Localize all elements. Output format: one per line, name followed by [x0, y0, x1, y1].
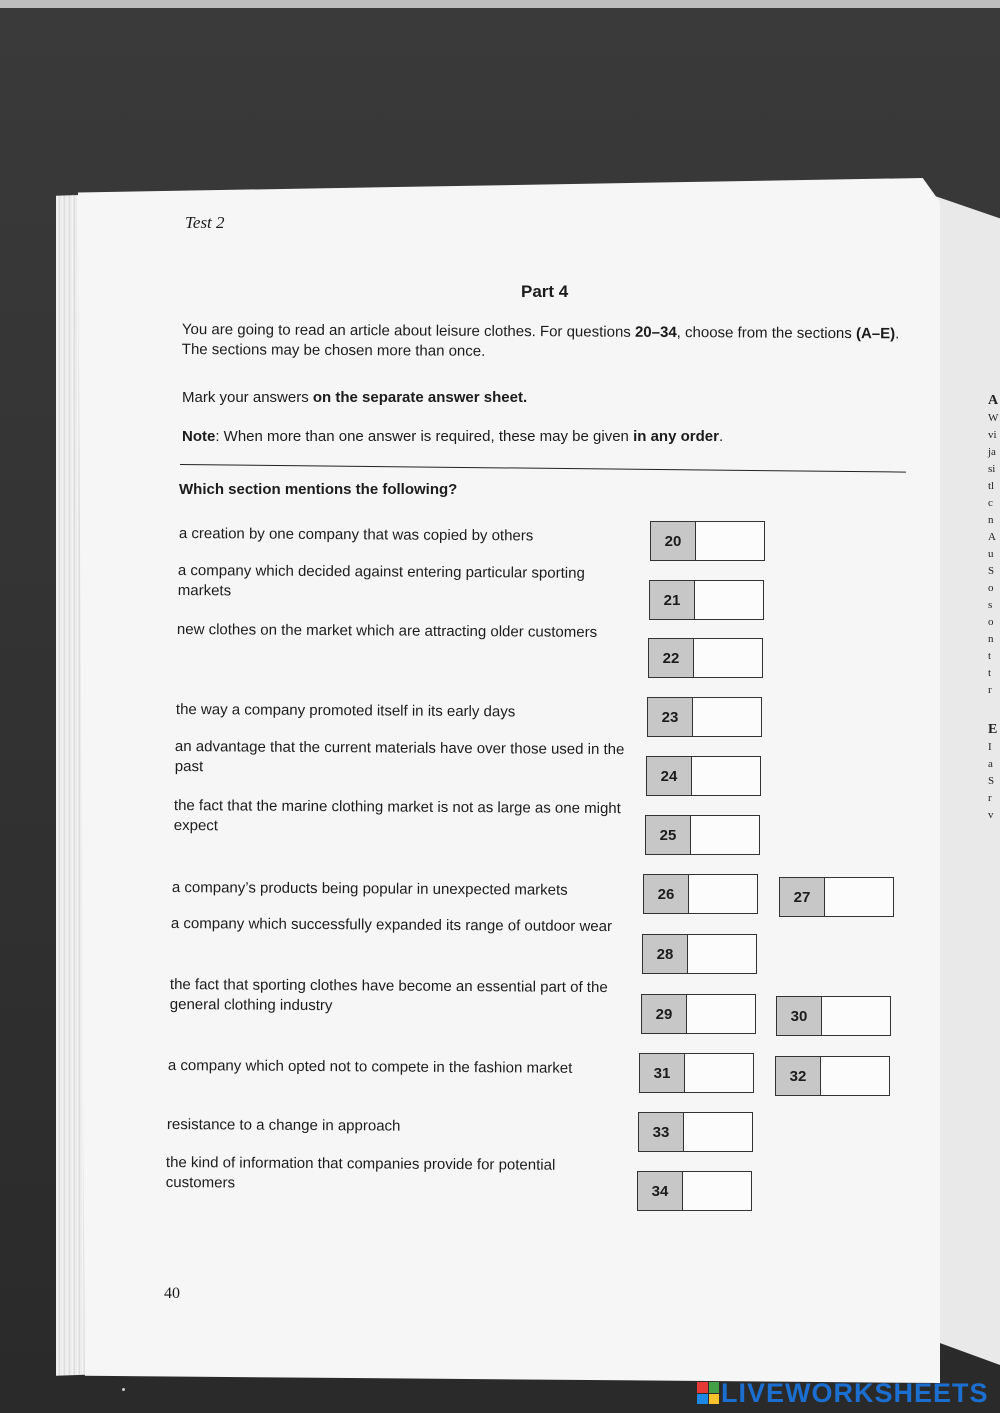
- instructions-text: You are going to read an article about leisure clothes. For questions 20–34, choose from the sections (A–E). The sections may be chosen more than once.: [181, 320, 900, 360]
- answer-box-25[interactable]: [645, 815, 760, 855]
- page-number: 40: [164, 1285, 180, 1302]
- question-item: a company’s products being popular in unexpected markets: [171, 879, 568, 899]
- facing-page-letter: I: [988, 741, 992, 753]
- facing-page-letter: t: [988, 650, 992, 662]
- answer-box-31[interactable]: [639, 1053, 754, 1093]
- facing-page-letter: r: [988, 792, 992, 804]
- answer-box-28[interactable]: [642, 934, 757, 974]
- facing-page-letter: u: [988, 548, 994, 560]
- question-number: 29: [642, 995, 687, 1033]
- answer-input[interactable]: [693, 698, 761, 736]
- answer-box-22[interactable]: [648, 638, 763, 678]
- facing-page-letter: s: [988, 599, 993, 611]
- liveworksheets-watermark: [697, 1376, 989, 1410]
- answer-input[interactable]: [683, 1172, 751, 1210]
- answer-input[interactable]: [692, 757, 760, 795]
- answer-input[interactable]: [687, 995, 755, 1033]
- question-number: 31: [640, 1054, 685, 1092]
- facing-page-letter: E: [988, 722, 998, 737]
- scan-top-strip: [0, 0, 1000, 8]
- question-number: 20: [651, 522, 696, 560]
- question-heading: Which section mentions the following?: [179, 481, 458, 498]
- question-number: 34: [638, 1172, 683, 1210]
- question-item: the fact that sporting clothes have become an essential part of the general clothing industry: [169, 976, 608, 1015]
- answer-input[interactable]: [821, 1057, 889, 1095]
- question-item: the fact that the marine clothing market is not as large as one might expect: [173, 797, 621, 835]
- facing-page-letter: a: [988, 758, 993, 770]
- question-number: 30: [777, 997, 822, 1035]
- answer-box-20[interactable]: [650, 521, 765, 561]
- answer-box-30[interactable]: [776, 996, 891, 1036]
- question-item: an advantage that the current materials have over those used in the past: [174, 738, 625, 776]
- answer-input[interactable]: [696, 522, 764, 560]
- scan-speck: [122, 1388, 125, 1391]
- question-item: the way a company promoted itself in its early days: [175, 701, 516, 721]
- facing-page-letter: W: [988, 412, 999, 424]
- facing-page-letter: ja: [988, 446, 996, 458]
- answer-box-21[interactable]: [649, 580, 764, 620]
- answer-box-24[interactable]: [646, 756, 761, 796]
- question-item: the kind of information that companies provide for potential customers: [165, 1154, 556, 1192]
- answer-box-33[interactable]: [638, 1112, 753, 1152]
- question-item: a company which opted not to compete in the fashion market: [167, 1057, 573, 1077]
- facing-page-letter: si: [988, 463, 996, 475]
- question-number: 27: [780, 878, 825, 916]
- question-number: 28: [643, 935, 688, 973]
- facing-page-letter: o: [988, 616, 994, 628]
- question-number: 26: [644, 875, 689, 913]
- answer-input[interactable]: [685, 1054, 753, 1092]
- question-number: 23: [648, 698, 693, 736]
- facing-page-letter: c: [988, 497, 993, 509]
- facing-page-text: [988, 392, 998, 824]
- question-number: 25: [646, 816, 691, 854]
- question-number: 33: [639, 1113, 684, 1151]
- question-number: 24: [647, 757, 692, 795]
- question-item: a company which successfully expanded its range of outdoor wear: [170, 915, 613, 936]
- answer-input[interactable]: [695, 581, 763, 619]
- answer-input[interactable]: [689, 875, 757, 913]
- part-title: Part 4: [521, 282, 569, 301]
- question-number: 22: [649, 639, 694, 677]
- answer-input[interactable]: [688, 935, 756, 973]
- mark-answers-text: Mark your answers on the separate answer sheet.: [182, 389, 528, 406]
- facing-page-letter: A: [988, 393, 999, 408]
- answer-box-29[interactable]: [641, 994, 756, 1034]
- answer-box-27[interactable]: [779, 877, 894, 917]
- answer-input[interactable]: [822, 997, 890, 1035]
- note-text: Note: When more than one answer is required, these may be given in any order.: [182, 428, 724, 445]
- answer-input[interactable]: [691, 816, 759, 854]
- question-item: a company which decided against entering particular sporting markets: [177, 562, 585, 600]
- question-item: new clothes on the market which are attracting older customers: [176, 621, 598, 641]
- question-item: resistance to a change in approach: [166, 1116, 401, 1135]
- answer-box-34[interactable]: [637, 1171, 752, 1211]
- answer-box-23[interactable]: [647, 697, 762, 737]
- facing-page-letter: tl: [988, 480, 995, 492]
- answer-box-26[interactable]: [643, 874, 758, 914]
- facing-page-letter: S: [988, 775, 995, 787]
- liveworksheets-logo-icon: [697, 1382, 719, 1404]
- answer-input[interactable]: [825, 878, 893, 916]
- answer-input[interactable]: [694, 639, 762, 677]
- question-number: 21: [650, 581, 695, 619]
- facing-page-letter: t: [988, 667, 992, 679]
- facing-page-letter: vi: [988, 429, 997, 441]
- answer-box-32[interactable]: [775, 1056, 890, 1096]
- facing-page-letter: o: [988, 582, 994, 594]
- facing-page-letter: S: [988, 565, 995, 577]
- question-item: a creation by one company that was copied by others: [178, 525, 534, 545]
- watermark-text: LIVEWORKSHEETS: [721, 1377, 989, 1408]
- facing-page-letter: A: [988, 531, 996, 543]
- facing-page-letter: r: [988, 684, 992, 696]
- facing-page-letter: n: [988, 514, 994, 526]
- answer-input[interactable]: [684, 1113, 752, 1151]
- facing-page-letter: n: [988, 633, 994, 645]
- question-number: 32: [776, 1057, 821, 1095]
- test-label: Test 2: [185, 213, 225, 232]
- facing-page-letter: v: [988, 809, 994, 821]
